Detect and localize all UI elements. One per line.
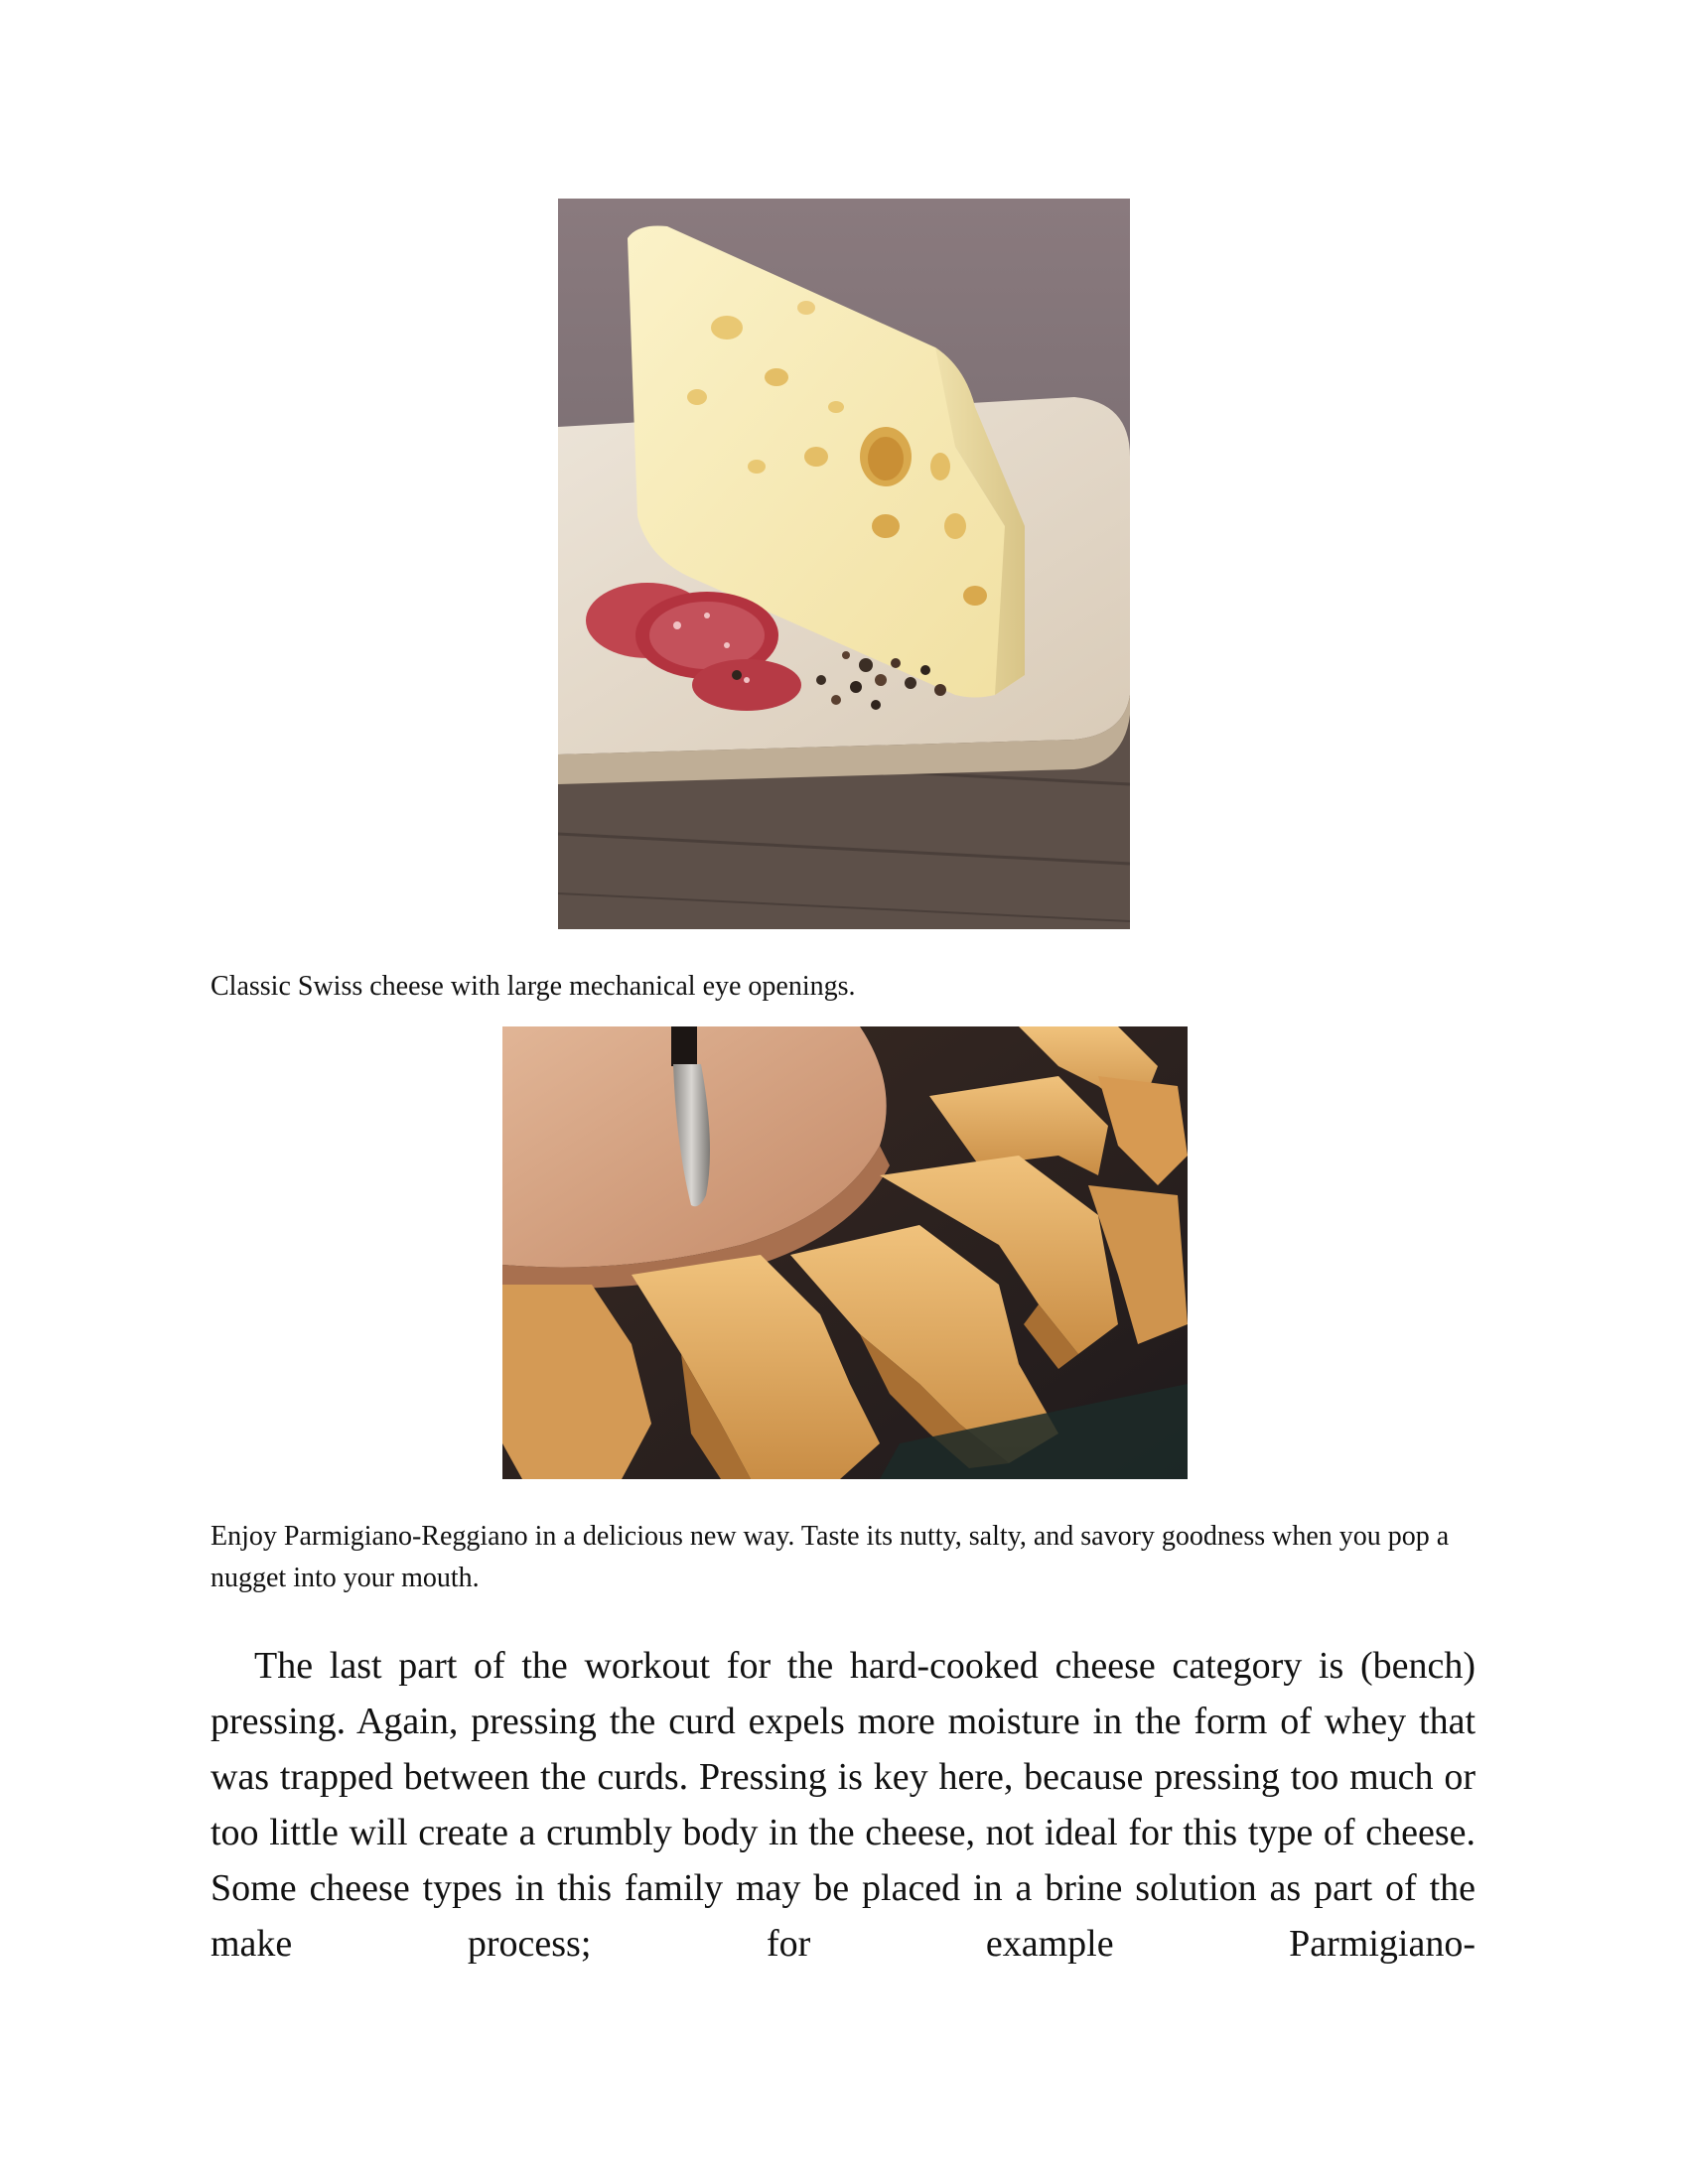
figure-caption-swiss: Classic Swiss cheese with large mechanical eye openings.: [211, 971, 856, 1002]
body-paragraph: The last part of the workout for the hard-cooked cheese category is (bench) pressing. Again, pressing the curd expels more moisture in the form of whey that was trapped between the curds. Pressing is key here, because pressing too much or too little will create a crumbly body in the cheese, not ideal for this type of cheese. Some cheese types in this family may be placed in a brine solution as part of the make process; for example Parmigiano-: [211, 1645, 1476, 1965]
parmigiano-illustration: [502, 1026, 1188, 1479]
swiss-cheese-photo: [558, 199, 1130, 929]
figure-caption-parmigiano: Enjoy Parmigiano-Reggiano in a delicious new way. Taste its nutty, salty, and savory goodness when you pop a nugget into your mouth.: [211, 1521, 1450, 1593]
parmigiano-photo: [502, 1026, 1188, 1479]
swiss-cheese-illustration: [558, 199, 1130, 929]
